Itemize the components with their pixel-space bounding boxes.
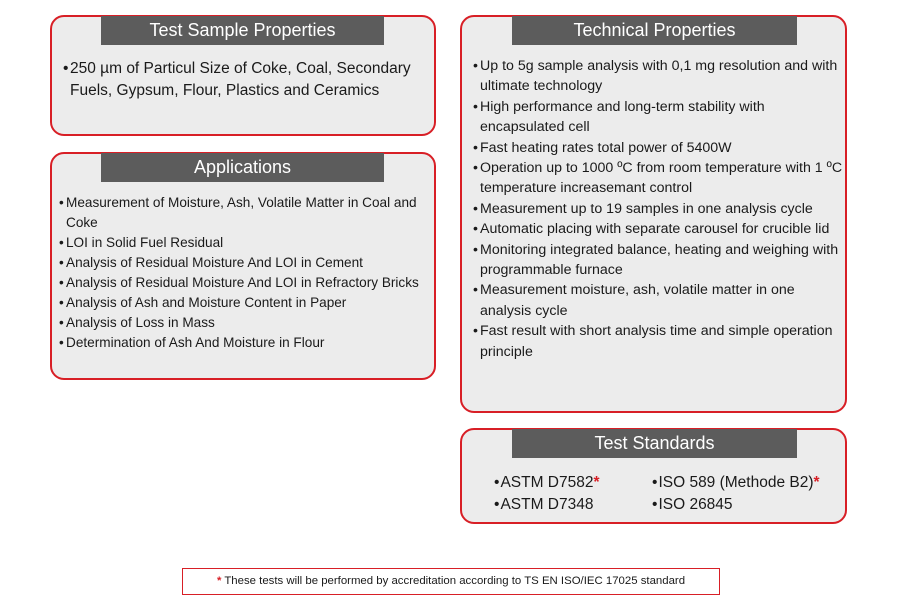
list-item: • Operation up to 1000 ºC from room temperature with 1 ºC temperature increasemant control [473,158,843,199]
footnote-text: These tests will be performed by accreditation according to TS EN ISO/IEC 17025 standard [221,575,686,587]
list-item: • Measurement up to 19 samples in one analysis cycle [473,199,843,219]
list-item: • Fast result with short analysis time and simple operation principle [473,321,843,362]
list-item: • Measurement moisture, ash, volatile matter in one analysis cycle [473,280,843,321]
standards-list [494,472,844,516]
list-item: • Fast heating rates total power of 5400W [473,138,843,158]
bullet-list [59,193,435,353]
bullet-list [473,56,843,362]
standard-item: •ISO 26845 [652,496,733,513]
list-item: • High performance and long-term stability with encapsulated cell [473,97,843,138]
standard-label: ASTM D7582 [500,474,594,491]
panel-title: Applications [101,153,384,182]
list-item: • Determination of Ash And Moisture in Flour [59,333,435,353]
standard-label: ASTM D7348 [500,496,594,513]
bullet-list [63,58,433,102]
panel-title: Test Sample Properties [101,16,384,45]
list-item: • Monitoring integrated balance, heating and weighing with programmable furnace [473,240,843,281]
list-item: • Automatic placing with separate carousel for crucible lid [473,219,843,239]
list-item: • Analysis of Loss in Mass [59,313,435,333]
standard-item: •ASTM D7348 [494,496,594,513]
technical-properties-panel [460,15,847,413]
test-sample-properties-panel [50,15,436,136]
panel-title: Technical Properties [512,16,797,45]
standard-label: ISO 26845 [658,496,733,513]
applications-panel [50,152,436,380]
standard-item: •ISO 589 (Methode B2)* [652,474,820,491]
list-item: • LOI in Solid Fuel Residual [59,233,435,253]
list-item: • Analysis of Residual Moisture And LOI in Refractory Bricks [59,273,435,293]
panel-title: Test Standards [512,429,797,458]
standard-label: ISO 589 (Methode B2) [658,474,814,491]
test-standards-panel [460,428,847,524]
footnote-star: * [216,575,222,587]
list-item: • Measurement of Moisture, Ash, Volatile Matter in Coal and Coke [59,193,435,233]
accreditation-star: * [593,474,600,491]
accreditation-footnote [182,568,720,595]
accreditation-star: * [813,474,820,491]
list-item: • 250 µm of Particul Size of Coke, Coal, Secondary Fuels, Gypsum, Flour, Plastics and Ceramics [63,58,433,102]
list-item: • Analysis of Ash and Moisture Content in Paper [59,293,435,313]
standard-item: •ASTM D7582* [494,474,600,491]
list-item: • Analysis of Residual Moisture And LOI in Cement [59,253,435,273]
list-item: • Up to 5g sample analysis with 0,1 mg resolution and with ultimate technology [473,56,843,97]
